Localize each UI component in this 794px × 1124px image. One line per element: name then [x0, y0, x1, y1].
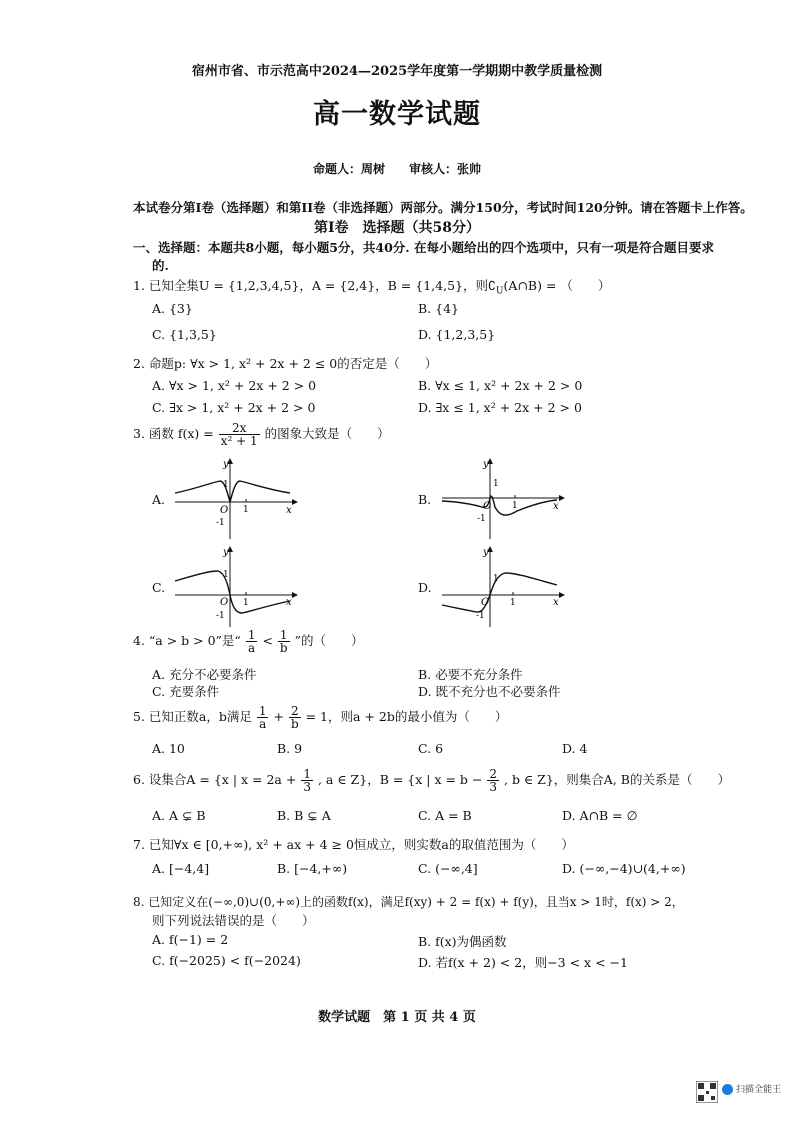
svg-text:y: y — [223, 459, 229, 470]
q2-option-b: B. ∀x ≤ 1, x² + 2x + 2 > 0 — [418, 378, 583, 393]
section-title: 第I卷 选择题（共58分） — [313, 220, 481, 236]
q6-option-c: C. A = B — [418, 808, 472, 823]
watermark-text: 扫描全能王 — [736, 1084, 782, 1094]
svg-text:-1: -1 — [476, 611, 485, 621]
svg-text:1: 1 — [512, 501, 518, 511]
q3-label-c: C. — [152, 580, 166, 595]
q7-stem: 7. 已知∀x ∈ [0,+∞), x² + ax + 4 ≥ 0恒成立，则实数a的取值范围为（ ） — [133, 837, 574, 852]
q1-option-b: B. {4} — [418, 301, 459, 316]
q5-option-d: D. 4 — [562, 741, 588, 756]
q4-option-a: A. 充分不必要条件 — [152, 667, 257, 682]
svg-text:-1: -1 — [216, 611, 225, 621]
svg-text:y: y — [483, 459, 489, 470]
svg-text:O: O — [481, 597, 490, 608]
q8-stem: 8. 已知定义在(−∞,0)∪(0,+∞)上的函数f(x)，满足f(xy) + 2 = f(x) + f(y)，且当x > 1时，f(x) > 2， — [133, 895, 684, 909]
q3-label-a: A. — [152, 492, 166, 507]
part1-instruction: 一、选择题：本题共8小题，每小题5分，共40分. 在每小题给出的四个选项中，只有一项是符合题目要求 — [133, 240, 714, 255]
q2-option-c: C. ∃x > 1, x² + 2x + 2 > 0 — [152, 400, 316, 415]
svg-text:x: x — [553, 501, 559, 512]
q3-label-d: D. — [418, 580, 432, 595]
part1-instruction-cont: 的. — [152, 258, 169, 273]
q1-option-c: C. {1,3,5} — [152, 327, 217, 342]
q4-stem: 4. “a > b > 0”是“ $\frac{1}{a}$ < $\frac{1}{b}$ ”的（ ） — [133, 628, 364, 655]
svg-text:1: 1 — [243, 598, 249, 608]
svg-text:O: O — [220, 505, 229, 516]
svg-text:y: y — [483, 547, 489, 558]
q3-label-b: B. — [418, 492, 432, 507]
authors-line: 命题人：周树 审核人：张帅 — [312, 162, 481, 176]
q4-option-b: B. 必要不充分条件 — [418, 667, 523, 682]
q3-graph-b — [437, 455, 567, 540]
svg-text:1: 1 — [493, 479, 499, 489]
q8-option-d: D. 若f(x + 2) < 2，则−3 < x < −1 — [418, 955, 628, 970]
school-line: 宿州市省、市示范高中2024—2025学年度第一学期期中教学质量检测 — [191, 64, 603, 79]
q8-option-c: C. f(−2025) < f(−2024) — [152, 953, 301, 968]
q5-stem: 5. 已知正数a，b满足 $\frac{1}{a}$ + $\frac{2}{b}$ = 1，则a + 2b的最小值为（ ） — [133, 704, 508, 731]
cs-logo-icon — [722, 1084, 733, 1095]
q5-option-a: A. 10 — [152, 741, 185, 756]
q2-stem: 2. 命题p: ∀x > 1, x² + 2x + 2 ≤ 0的否定是（ ） — [133, 356, 438, 371]
q8-stem-cont: 则下列说法错误的是（ ） — [152, 913, 315, 928]
q8-option-a: A. f(−1) = 2 — [152, 932, 229, 947]
q1-stem: 1. 已知全集U = {1,2,3,4,5}，A = {2,4}，B = {1,4,5}，则$∁_U(A\cap B)$ = （ ） — [133, 278, 611, 297]
q1-option-a: A. {3} — [152, 301, 193, 316]
q3-fraction: $\frac{2x}{\text{x² + 1}}$ — [220, 421, 258, 448]
svg-text:O: O — [220, 597, 229, 608]
q5-option-c: C. 6 — [418, 741, 444, 756]
svg-text:x: x — [286, 597, 292, 608]
intro-text: 本试卷分第I卷（选择题）和第II卷（非选择题）两部分。满分150分，考试时间120分钟。请在答题卡上作答。 — [133, 200, 753, 215]
q6-option-b: B. B ⊊ A — [277, 808, 331, 823]
svg-text:1: 1 — [493, 574, 499, 584]
svg-text:1: 1 — [510, 598, 516, 608]
q6-stem: 6. 设集合A = {x | x = 2a + $\frac{1}{3}$ , a ∈ Z}，B = {x | x = b − $\frac{2}{3}$ , b ∈ Z}，则集合A, B的关系是（ ） — [133, 767, 730, 794]
svg-text:-1: -1 — [477, 514, 486, 524]
q5-option-b: B. 9 — [277, 741, 303, 756]
q4-option-c: C. 充要条件 — [152, 684, 220, 699]
q4-option-d: D. 既不充分也不必要条件 — [418, 684, 561, 699]
svg-text:x: x — [553, 597, 559, 608]
svg-text:O: O — [483, 501, 492, 512]
page-title: 高一数学试题 — [313, 99, 481, 130]
q3-graph-c — [170, 543, 300, 628]
scanner-watermark — [696, 1078, 786, 1106]
q3-graph-a — [170, 455, 300, 540]
svg-text:y: y — [223, 547, 229, 558]
q7-option-a: A. [−4,4] — [152, 861, 210, 876]
qr-code-icon — [696, 1081, 718, 1103]
q8-option-b: B. f(x)为偶函数 — [418, 934, 507, 949]
q1-option-d: D. {1,2,3,5} — [418, 327, 496, 342]
q6-option-d: D. A∩B = ∅ — [562, 808, 638, 823]
q2-option-a: A. ∀x > 1, x² + 2x + 2 > 0 — [152, 378, 317, 393]
svg-text:x: x — [286, 505, 292, 516]
q2-option-d: D. ∃x ≤ 1, x² + 2x + 2 > 0 — [418, 400, 582, 415]
svg-text:1: 1 — [223, 570, 229, 580]
q6-option-a: A. A ⊊ B — [152, 808, 206, 823]
q7-option-d: D. (−∞,−4)∪(4,+∞) — [562, 861, 686, 876]
q7-option-b: B. [−4,+∞) — [277, 861, 348, 876]
svg-text:1: 1 — [223, 480, 229, 490]
svg-text:-1: -1 — [216, 518, 225, 528]
q7-option-c: C. (−∞,4] — [418, 861, 478, 876]
q3-stem: 3. 函数 f(x) = $\frac{2x}{\text{x² + 1}}$ 的图象大致是（ ） — [133, 421, 390, 448]
page-footer: 数学试题 第 1 页 共 4 页 — [318, 1010, 476, 1025]
q3-graph-d — [437, 543, 567, 628]
svg-text:1: 1 — [243, 505, 249, 515]
